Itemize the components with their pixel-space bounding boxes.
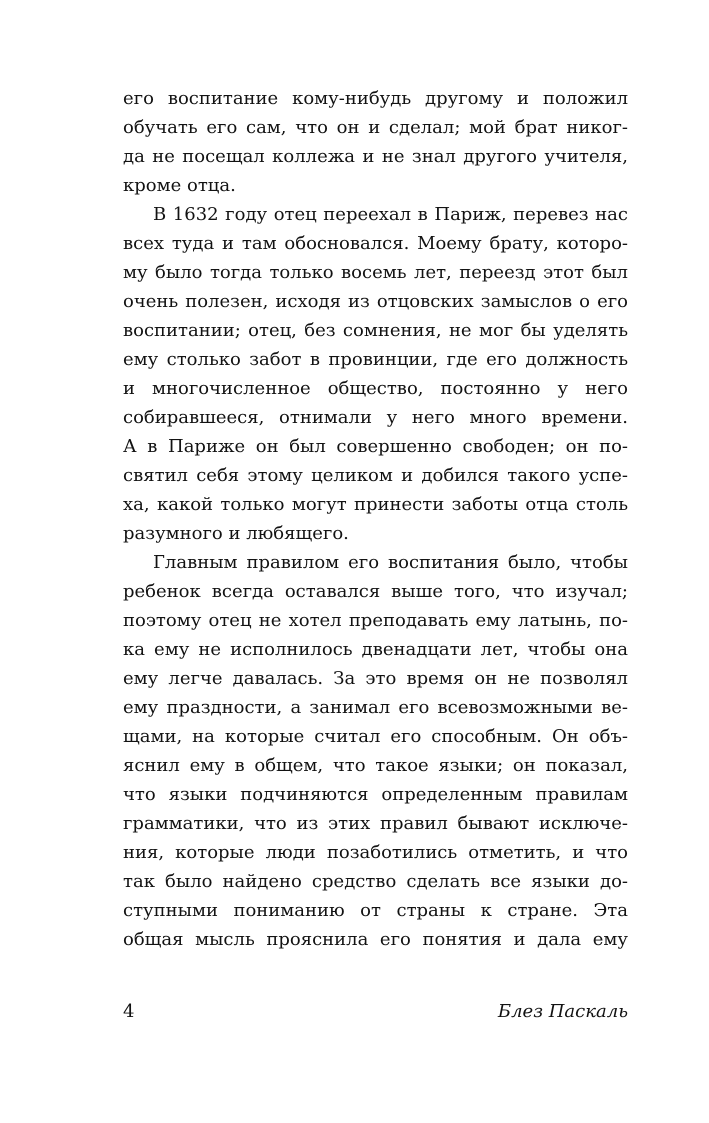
- text-line: всех туда и там обосновался. Моему брату, которо-: [123, 233, 628, 254]
- text-line: ступными пониманию от страны к стране. Эта: [123, 900, 628, 921]
- paragraph: [123, 200, 628, 548]
- paragraph: [123, 84, 628, 200]
- text-line: ему праздности, а занимал его всевозможными ве-: [123, 697, 628, 718]
- text-line: яснил ему в общем, что такое языки; он показал,: [123, 755, 628, 776]
- text-line: да не посещал коллежа и не знал другого учителя,: [123, 146, 628, 167]
- text-line: щами, на которые считал его способным. Он объ-: [123, 726, 628, 747]
- text-line: что языки подчиняются определенным правилам: [123, 784, 628, 805]
- text-line: Главным правилом его воспитания было, чтобы: [153, 552, 628, 573]
- paragraph: [123, 548, 628, 954]
- text-line: воспитании; отец, без сомнения, не мог бы уделять: [123, 320, 628, 341]
- page-number: 4: [123, 1001, 135, 1022]
- text-line: очень полезен, исходя из отцовских замыслов о его: [123, 291, 628, 312]
- text-line: поэтому отец не хотел преподавать ему латынь, по-: [123, 610, 628, 631]
- text-line: собиравшееся, отнимали у него много времени.: [123, 407, 628, 428]
- text-line: ка ему не исполнилось двенадцати лет, чтобы она: [123, 639, 628, 660]
- text-line: ему легче давалась. За это время он не позволял: [123, 668, 628, 689]
- text-line: ребенок всегда оставался выше того, что изучал;: [123, 581, 628, 602]
- text-line: ему столько забот в провинции, где его должность: [123, 349, 628, 370]
- text-line: обучать его сам, что он и сделал; мой брат никог-: [123, 117, 628, 138]
- page-footer: [123, 1000, 628, 1024]
- text-line: кроме отца.: [123, 175, 236, 196]
- text-line: му было тогда только восемь лет, переезд этот был: [123, 262, 628, 283]
- text-line: В 1632 году отец переехал в Париж, перевез нас: [153, 204, 628, 225]
- text-line: так было найдено средство сделать все языки до-: [123, 871, 628, 892]
- running-title-author: Блез Паскаль: [497, 1001, 628, 1022]
- text-line: А в Париже он был совершенно свободен; он по-: [123, 436, 628, 457]
- text-line: и многочисленное общество, постоянно у него: [123, 378, 628, 399]
- text-line: его воспитание кому-нибудь другому и положил: [123, 88, 628, 109]
- text-line: ния, которые люди позаботились отметить, и что: [123, 842, 628, 863]
- text-block: [123, 84, 628, 954]
- text-line: ха, какой только могут принести заботы отца столь: [123, 494, 628, 515]
- text-line: святил себя этому целиком и добился такого успе-: [123, 465, 628, 486]
- text-line: общая мысль прояснила его понятия и дала ему: [123, 929, 628, 950]
- text-line: грамматики, что из этих правил бывают исключе-: [123, 813, 628, 834]
- text-line: разумного и любящего.: [123, 523, 349, 544]
